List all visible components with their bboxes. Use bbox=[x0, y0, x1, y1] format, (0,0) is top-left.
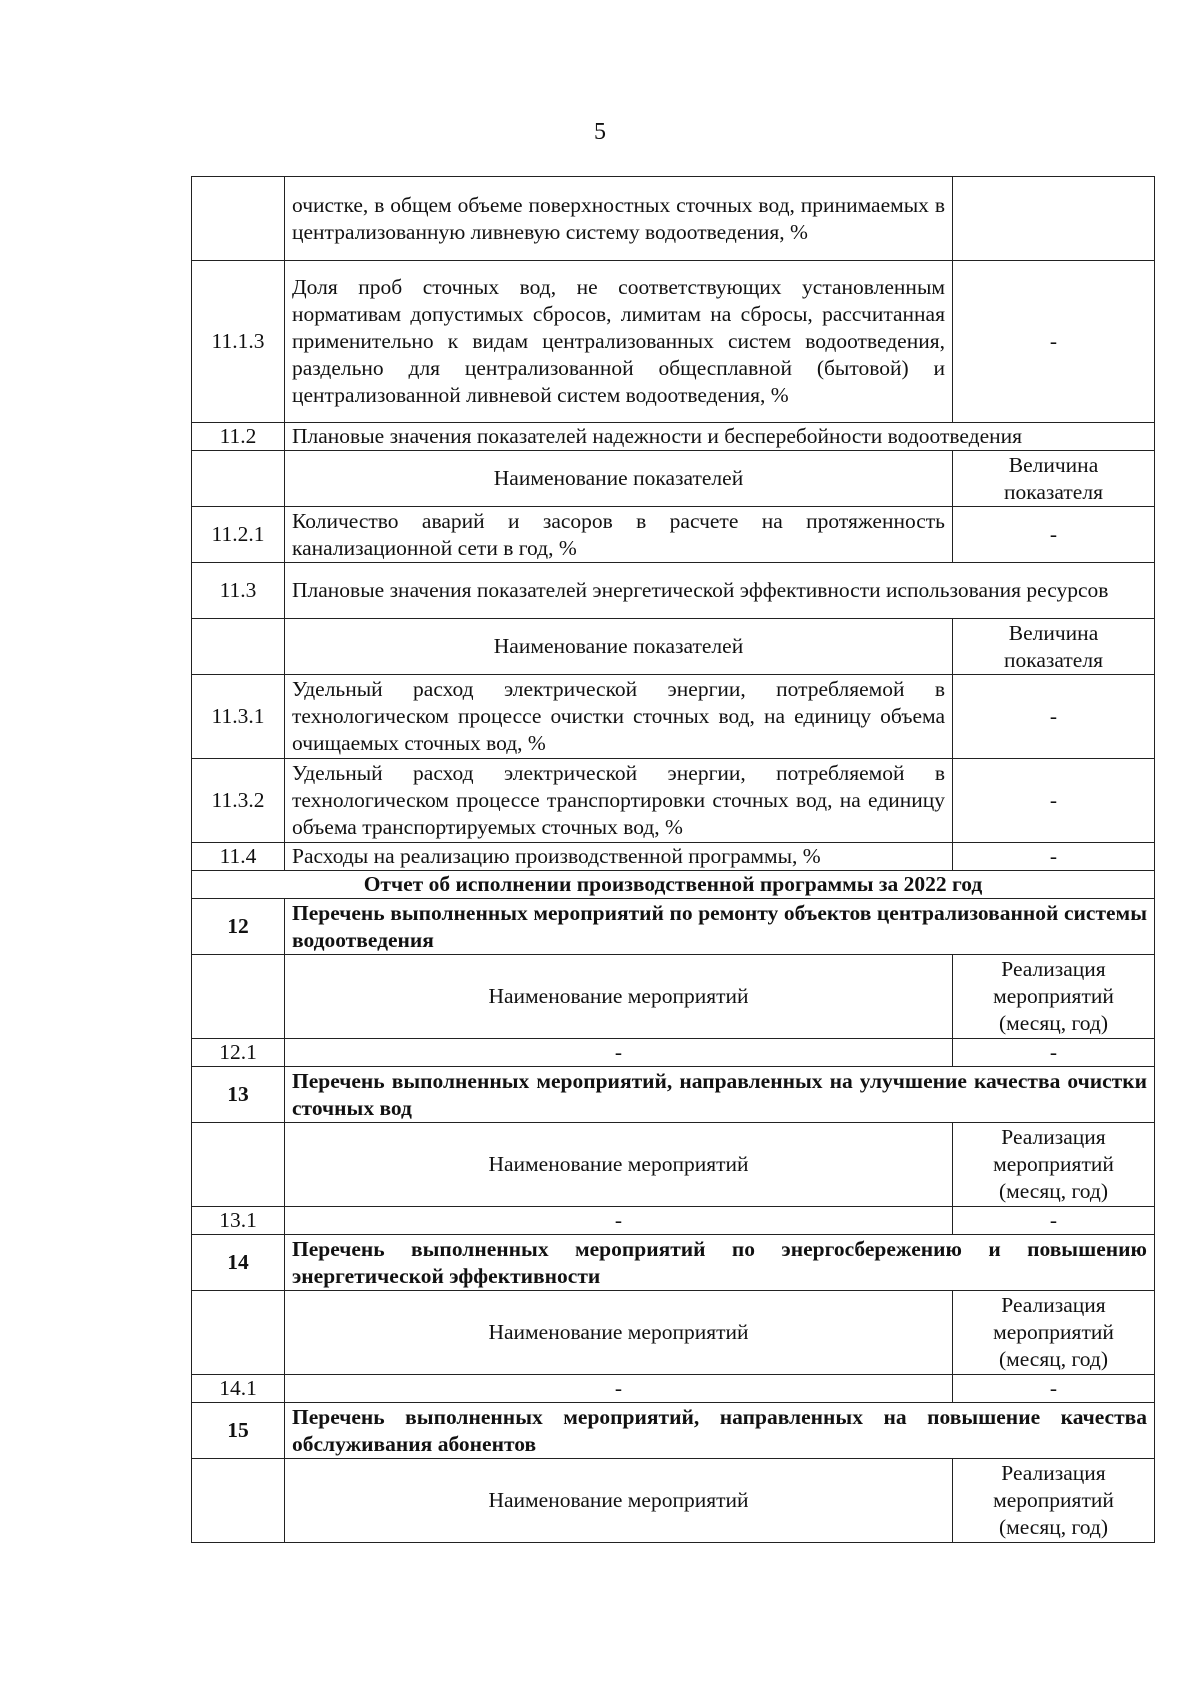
indicator-text: Удельный расход электрической энергии, потребляемой в технологическом процессе транспортировки сточных вод, на единицу объема транспортируемых сточных вод, % bbox=[285, 759, 953, 843]
column-header-name: Наименование мероприятий bbox=[285, 1291, 953, 1375]
table-row bbox=[192, 1403, 1155, 1459]
section-title: Плановые значения показателей надежности и бесперебойности водоотведения bbox=[285, 423, 1155, 451]
row-number: 11.1.3 bbox=[192, 261, 285, 423]
measure-date: - bbox=[953, 1207, 1155, 1235]
column-header-name: Наименование показателей bbox=[285, 451, 953, 507]
indicator-value: - bbox=[953, 759, 1155, 843]
row-number: 14.1 bbox=[192, 1375, 285, 1403]
column-header-value: Реализация мероприятий (месяц, год) bbox=[953, 1291, 1155, 1375]
section-title: Перечень выполненных мероприятий по энергосбережению и повышению энергетической эффективности bbox=[285, 1235, 1155, 1291]
row-number bbox=[192, 619, 285, 675]
measure-name: - bbox=[285, 1207, 953, 1235]
indicator-value: - bbox=[953, 507, 1155, 563]
measure-name: - bbox=[285, 1375, 953, 1403]
row-number: 11.3.2 bbox=[192, 759, 285, 843]
table-row bbox=[192, 843, 1155, 871]
measure-date: - bbox=[953, 1039, 1155, 1067]
table-row bbox=[192, 955, 1155, 1039]
table-row bbox=[192, 261, 1155, 423]
table-row bbox=[192, 1459, 1155, 1543]
indicator-value bbox=[953, 177, 1155, 261]
row-number bbox=[192, 1291, 285, 1375]
row-number bbox=[192, 1123, 285, 1207]
table-row bbox=[192, 451, 1155, 507]
indicator-value: - bbox=[953, 675, 1155, 759]
row-number: 12 bbox=[192, 899, 285, 955]
row-number bbox=[192, 451, 285, 507]
row-number: 13 bbox=[192, 1067, 285, 1123]
row-number: 13.1 bbox=[192, 1207, 285, 1235]
table-row bbox=[192, 1067, 1155, 1123]
indicator-text: Количество аварий и засоров в расчете на протяженность канализационной сети в год, % bbox=[285, 507, 953, 563]
table-row bbox=[192, 759, 1155, 843]
table-row bbox=[192, 177, 1155, 261]
section-title: Перечень выполненных мероприятий по ремонту объектов централизованной системы водоотведения bbox=[285, 899, 1155, 955]
measure-date: - bbox=[953, 1375, 1155, 1403]
indicator-text: очистке, в общем объеме поверхностных сточных вод, принимаемых в централизованную ливневую систему водоотведения, % bbox=[285, 177, 953, 261]
table-row bbox=[192, 871, 1155, 899]
table-row bbox=[192, 1235, 1155, 1291]
table-row bbox=[192, 675, 1155, 759]
row-number: 15 bbox=[192, 1403, 285, 1459]
table-row bbox=[192, 507, 1155, 563]
row-number: 11.3 bbox=[192, 563, 285, 619]
row-number: 11.2.1 bbox=[192, 507, 285, 563]
report-title: Отчет об исполнении производственной программы за 2022 год bbox=[192, 871, 1155, 899]
table-row bbox=[192, 1123, 1155, 1207]
section-title: Перечень выполненных мероприятий, направленных на улучшение качества очистки сточных вод bbox=[285, 1067, 1155, 1123]
table-row bbox=[192, 1039, 1155, 1067]
table-row bbox=[192, 1291, 1155, 1375]
row-number bbox=[192, 1459, 285, 1543]
column-header-name: Наименование мероприятий bbox=[285, 1459, 953, 1543]
row-number: 14 bbox=[192, 1235, 285, 1291]
column-header-value: Величина показателя bbox=[953, 451, 1155, 507]
row-number bbox=[192, 955, 285, 1039]
indicator-text: Удельный расход электрической энергии, потребляемой в технологическом процессе очистки сточных вод, на единицу объема очищаемых сточных вод, % bbox=[285, 675, 953, 759]
section-title: Перечень выполненных мероприятий, направленных на повышение качества обслуживания абонентов bbox=[285, 1403, 1155, 1459]
table-row bbox=[192, 899, 1155, 955]
column-header-value: Величина показателя bbox=[953, 619, 1155, 675]
column-header-value: Реализация мероприятий (месяц, год) bbox=[953, 1123, 1155, 1207]
measure-name: - bbox=[285, 1039, 953, 1067]
column-header-value: Реализация мероприятий (месяц, год) bbox=[953, 1459, 1155, 1543]
table-row bbox=[192, 1207, 1155, 1235]
row-number: 11.4 bbox=[192, 843, 285, 871]
table-row bbox=[192, 1375, 1155, 1403]
indicator-value: - bbox=[953, 843, 1155, 871]
row-number bbox=[192, 177, 285, 261]
row-number: 11.2 bbox=[192, 423, 285, 451]
section-title: Плановые значения показателей энергетической эффективности использования ресурсов bbox=[285, 563, 1155, 619]
column-header-name: Наименование показателей bbox=[285, 619, 953, 675]
table-row bbox=[192, 619, 1155, 675]
column-header-name: Наименование мероприятий bbox=[285, 955, 953, 1039]
indicator-text: Расходы на реализацию производственной программы, % bbox=[285, 843, 953, 871]
table-row bbox=[192, 423, 1155, 451]
row-number: 11.3.1 bbox=[192, 675, 285, 759]
column-header-name: Наименование мероприятий bbox=[285, 1123, 953, 1207]
table-row bbox=[192, 563, 1155, 619]
program-table bbox=[191, 176, 1155, 1543]
page-number: 5 bbox=[594, 119, 606, 145]
column-header-value: Реализация мероприятий (месяц, год) bbox=[953, 955, 1155, 1039]
indicator-text: Доля проб сточных вод, не соответствующих установленным нормативам допустимых сбросов, лимитам на сбросы, рассчитанная применительно к видам централизованных систем водоотведения, раздельно для централизованной общесплавной (бытовой) и централизованной ливневой систем водоотведения, % bbox=[285, 261, 953, 423]
row-number: 12.1 bbox=[192, 1039, 285, 1067]
indicator-value: - bbox=[953, 261, 1155, 423]
